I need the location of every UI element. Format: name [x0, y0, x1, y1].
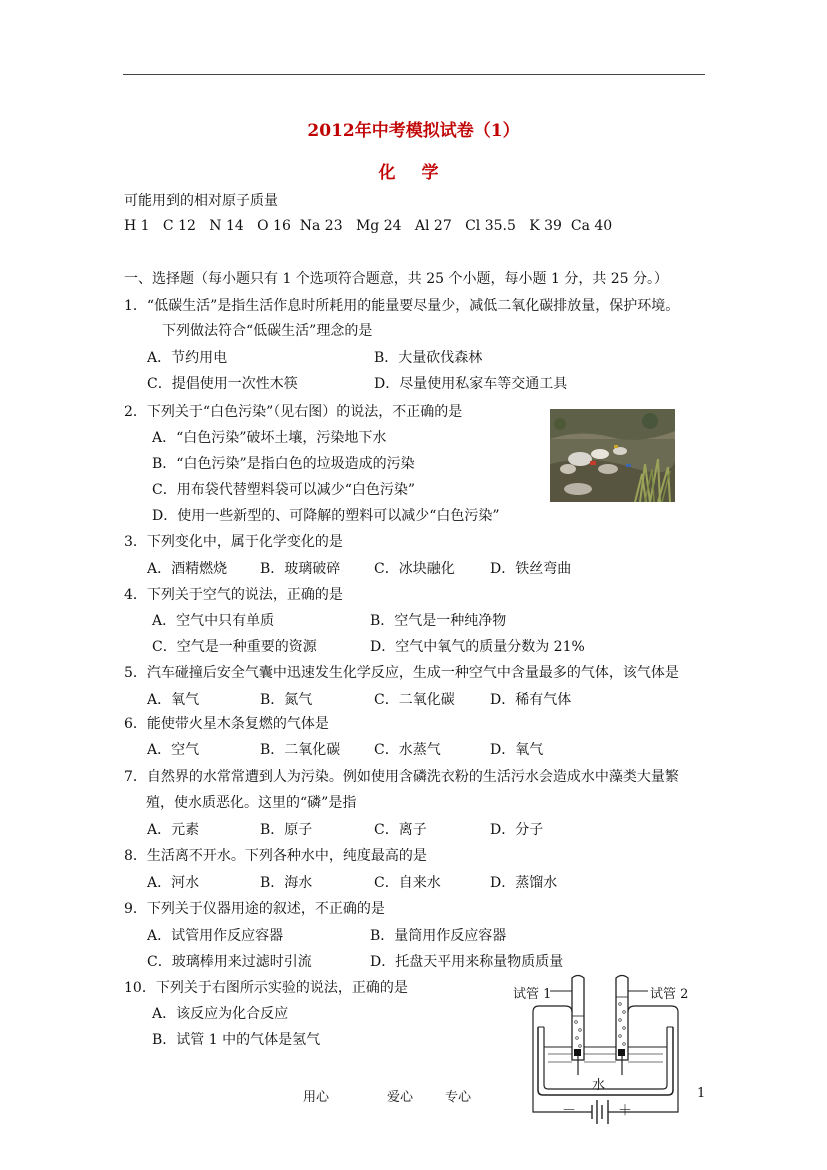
footer-item-1: 用心	[303, 1090, 330, 1105]
exam-title: 2012年中考模拟试卷（1）	[307, 121, 520, 141]
q7-option-d: D．分子	[490, 822, 544, 838]
q2-option-b: B．“白色污染”是指白色的垃圾造成的污染	[152, 456, 415, 472]
q7-option-c: C．离子	[374, 822, 427, 838]
q7-option-b: B．原子	[260, 822, 313, 838]
question-1-stem: 1．“低碳生活”是指生活作息时所耗用的能量要尽量少，减低二氧化碳排放量，保护环境。	[124, 298, 680, 314]
q6-option-b: B．二氧化碳	[260, 742, 341, 758]
q10-option-a: A．该反应为化合反应	[152, 1006, 289, 1022]
q5-option-b: B．氮气	[260, 692, 313, 708]
q9-option-c: C．玻璃棒用来过滤时引流	[147, 954, 312, 970]
question-7-stem: 7．自然界的水常常遭到人为污染。例如使用含磷洗衣粉的生活污水会造成水中藻类大量繁	[124, 769, 679, 785]
question-6-stem: 6．能使带火星木条复燃的气体是	[124, 716, 329, 732]
tube-1-label: 试管 1	[513, 987, 552, 1002]
q8-option-d: D．蒸馏水	[490, 875, 558, 891]
white-pollution-photo	[550, 409, 675, 502]
q6-option-c: C．水蒸气	[374, 742, 441, 758]
section-heading: 一、选择题（每小题只有 1 个选项符合题意，共 25 个小题，每小题 1 分，共 25 分。）	[124, 271, 669, 287]
q8-option-c: C．自来水	[374, 875, 441, 891]
q4-option-b: B．空气是一种纯净物	[370, 613, 507, 629]
q1-option-a: A．节约用电	[147, 350, 228, 366]
q4-option-c: C．空气是一种重要的资源	[152, 639, 317, 655]
q5-option-a: A．氧气	[147, 692, 200, 708]
q5-option-d: D．稀有气体	[490, 692, 572, 708]
q3-option-d: D．铁丝弯曲	[490, 561, 572, 577]
atomic-mass-label: 可能用到的相对原子质量	[124, 193, 278, 209]
question-8-stem: 8．生活离不开水。下列各种水中，纯度最高的是	[124, 848, 427, 864]
q4-option-d: D．空气中氧气的质量分数为 21%	[370, 639, 585, 655]
atomic-mass-values: H 1 C 12 N 14 O 16 Na 23 Mg 24 Al 27 Cl 35.5 K 39 Ca 40	[124, 218, 613, 234]
q2-option-d: D．使用一些新型的、可降解的塑料可以减少“白色污染”	[152, 508, 500, 524]
footer-item-3: 专心	[445, 1090, 472, 1105]
q7-option-a: A．元素	[147, 822, 200, 838]
question-7-stem-cont: 殖，使水质恶化。这里的“磷”是指	[146, 795, 357, 811]
question-2-stem: 2．下列关于“白色污染”（见右图）的说法，不正确的是	[124, 404, 463, 420]
q8-option-b: B．海水	[260, 875, 313, 891]
electrolysis-diagram	[508, 972, 708, 1130]
header-rule	[123, 74, 705, 75]
q9-option-a: A．试管用作反应容器	[147, 928, 284, 944]
question-4-stem: 4．下列关于空气的说法，正确的是	[124, 587, 343, 603]
q2-option-c: C．用布袋代替塑料袋可以减少“白色污染”	[152, 482, 416, 498]
q4-option-a: A．空气中只有单质	[152, 613, 275, 629]
q9-option-b: B．量筒用作反应容器	[370, 928, 507, 944]
question-9-stem: 9．下列关于仪器用途的叙述，不正确的是	[124, 901, 385, 917]
q8-option-a: A．河水	[147, 875, 200, 891]
question-3-stem: 3．下列变化中，属于化学变化的是	[124, 534, 343, 550]
q1-option-c: C．提倡使用一次性木筷	[147, 376, 298, 392]
page-number: 1	[697, 1086, 706, 1101]
footer-item-2: 爱心	[387, 1090, 414, 1105]
subject-title: 化 学	[378, 163, 449, 183]
q1-option-d: D．尽量使用私家车等交通工具	[374, 376, 568, 392]
negative-terminal-label: －	[562, 1103, 576, 1119]
q3-option-b: B．玻璃破碎	[260, 561, 341, 577]
q3-option-a: A．酒精燃烧	[147, 561, 228, 577]
q6-option-d: D．氧气	[490, 742, 544, 758]
positive-terminal-label: ＋	[618, 1103, 632, 1119]
water-label: 水	[592, 1078, 606, 1093]
q2-option-a: A．“白色污染”破坏土壤，污染地下水	[152, 430, 387, 446]
q10-option-b: B．试管 1 中的气体是氢气	[152, 1032, 321, 1048]
q5-option-c: C．二氧化碳	[374, 692, 455, 708]
q3-option-c: C．冰块融化	[374, 561, 455, 577]
question-10-stem: 10．下列关于右图所示实验的说法，正确的是	[124, 980, 408, 996]
question-5-stem: 5．汽车碰撞后安全气囊中迅速发生化学反应，生成一种空气中含量最多的气体，该气体是	[124, 665, 679, 681]
q1-option-b: B．大量砍伐森林	[374, 350, 483, 366]
q9-option-d: D．托盘天平用来称量物质质量	[370, 954, 564, 970]
question-1-stem-cont: 下列做法符合“低碳生活”理念的是	[162, 323, 373, 339]
q6-option-a: A．空气	[147, 742, 200, 758]
tube-2-label: 试管 2	[650, 987, 689, 1002]
